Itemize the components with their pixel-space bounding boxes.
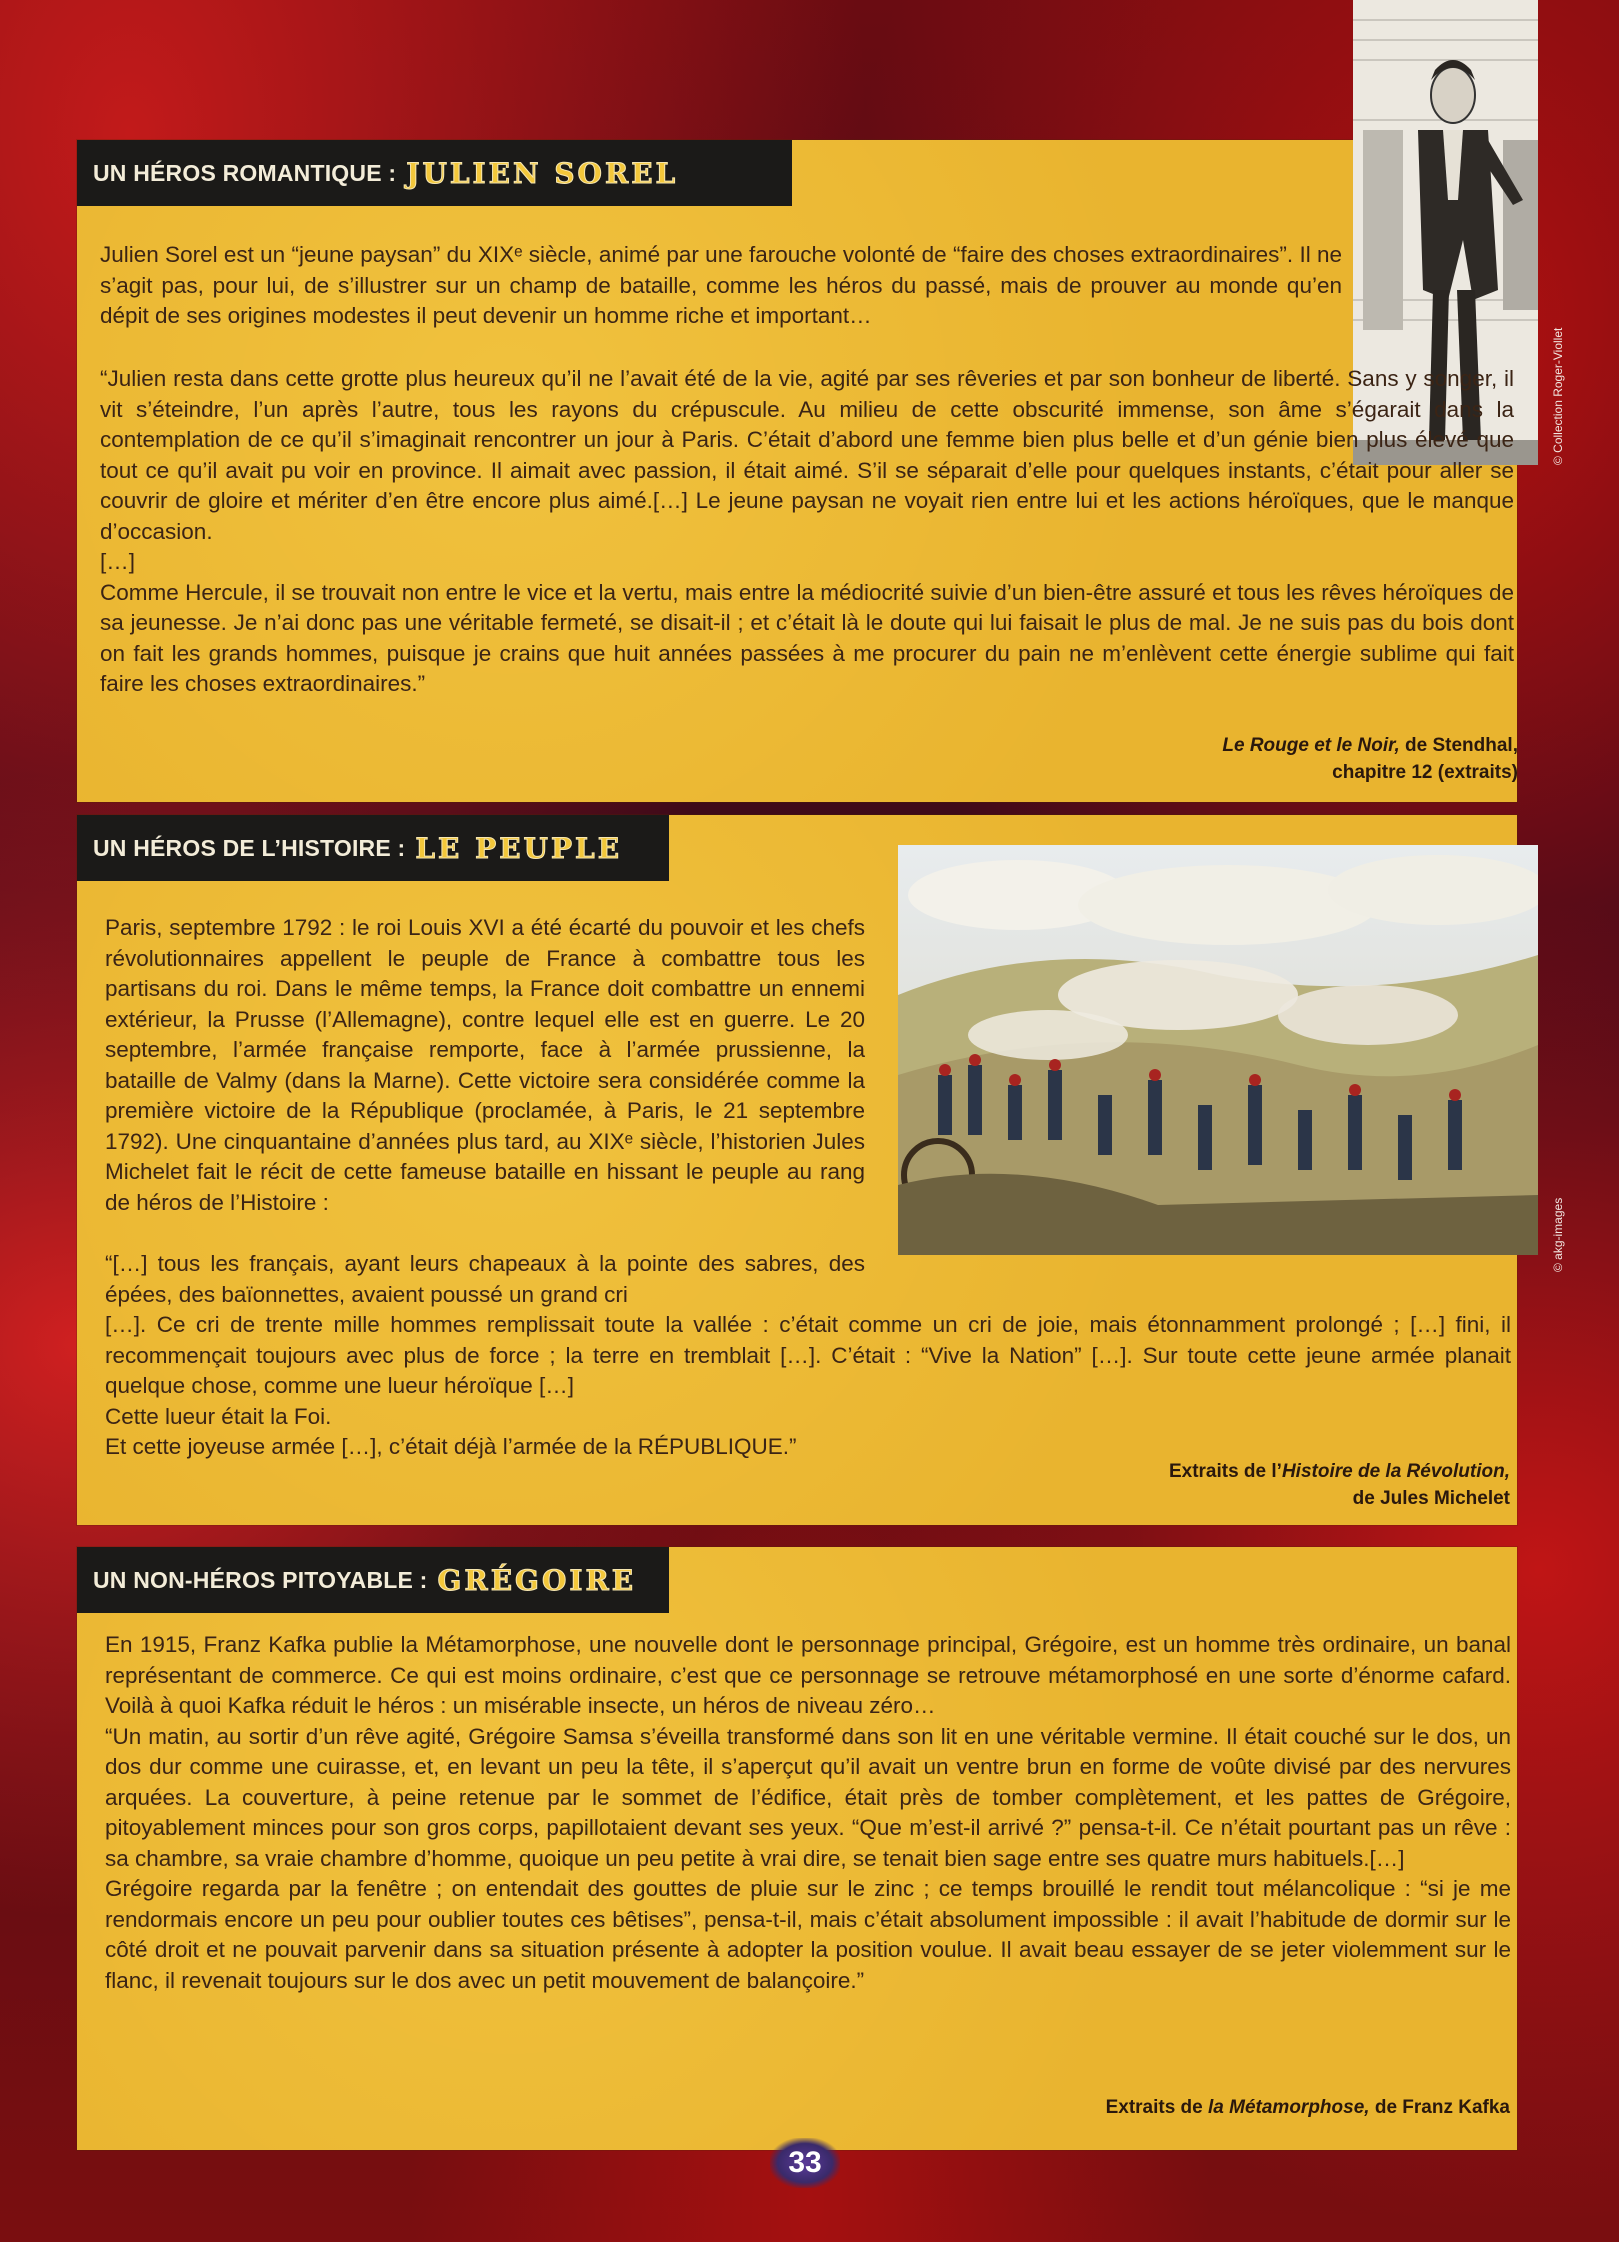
section-le-peuple-heading <box>77 815 669 881</box>
valmy-intro-text <box>105 913 865 1218</box>
section-gregoire-heading <box>77 1547 669 1613</box>
section-julien-sorel-heading <box>77 140 792 206</box>
citation-prefix: Extraits de l’ <box>1168 1461 1282 1482</box>
michelet-quote-start <box>105 1249 865 1310</box>
heading-label: UN NON-HÉROS PITOYABLE : <box>93 1566 428 1593</box>
battle-of-valmy-painting <box>898 845 1538 1255</box>
paragraph: Et cette joyeuse armée […], c’était déjà l’armée de la RÉPUBLIQUE.” <box>105 1434 797 1459</box>
michelet-quote <box>105 1310 1511 1463</box>
citation-line-2: de Jules Michelet <box>1352 1488 1510 1509</box>
paragraph: […]. Ce cri de trente mille hommes remplissait toute la vallée : c’était comme un cri de joie, mais étonnamment prolongé ; […] fini, il recommençait toujours avec plus de force ; la terre en tremblait […]. C’était : “Vive la Nation” […]. Sur toute cette jeune armée planait quelque chose, comme une lueur héroïque […] <box>105 1312 1511 1398</box>
heading-label: UN HÉROS ROMANTIQUE : <box>93 159 397 186</box>
battle-illustration <box>898 845 1538 1255</box>
book-title: la Métamorphose, <box>1208 2097 1370 2118</box>
photo-credit-roger-viollet: © Collection Roger-Viollet <box>1551 327 1565 465</box>
citation-stendhal <box>1222 732 1518 786</box>
book-title: Histoire de la Révolution, <box>1281 1461 1510 1482</box>
citation-line-1 <box>1169 1458 1510 1485</box>
citation-line-1 <box>1106 2094 1510 2121</box>
book-title: Le Rouge et le Noir, <box>1222 735 1400 756</box>
paragraph: “Un matin, au sortir d’un rêve agité, Grégoire Samsa s’éveilla transformé dans son lit en une véritable vermine. Il était couché sur le dos, un dos dur comme une cuirasse, et, en levant un peu la tête, il s’aperçut qu’il avait un ventre brun en forme de voûte divisé par des nervures arquées. La couverture, à peine retenue par le sommet de l’édifice, était près de tomber complètement, et les pattes de Grégoire, pitoyablement minces pour son gros corps, papillotaient devant ses yeux. “Que m’est-il arrivé ?” pensa-t-il. Ce n’était pourtant pas un rêve : sa chambre, sa vraie chambre d’homme, quoique un peu petite à vrai dire, se tenait bien sage entre ses quatre murs habituels.[…] <box>105 1723 1511 1871</box>
paragraph: […] <box>100 549 136 574</box>
paragraph: Grégoire regarda par la fenêtre ; on entendait des gouttes de pluie sur le zinc ; ce temps brouillé le rendit tout mélancolique : “si je me rendormais encore un peu pour oublier toutes ces bêtises”, pensa-t-il, mais c’était absolument impossible : il avait l’habitude de dormir sur le côté droit et ne pouvait parvenir dans sa situation présente à adopter la position voulue. Il avait beau essayer de se jeter violemment sur le flanc, il revenait toujours sur le dos avec un petit mouvement de balançoire.” <box>105 1876 1511 1993</box>
author: de Franz Kafka <box>1369 2097 1510 2118</box>
paragraph: Paris, septembre 1792 : le roi Louis XVI a été écarté du pouvoir et les chefs révolutionnaires appellent le peuple de France à combattre tous les partisans du roi. Dans le même temps, la France doit combattre un ennemi extérieur, la Prusse (l’Allemagne), contre lequel elle est en guerre. Le 20 septembre, l’armée française remporte, face à l’armée prussienne, la bataille de Valmy (dans la Marne). Cette victoire sera considérée comme la première victoire de la République (proclamée, à Paris, le 21 septembre 1792). Une cinquantaine d’années plus tard, au XIXᵉ siècle, l’historien Jules Michelet fait le récit de cette fameuse bataille en hissant le peuple au rang de héros de l’Histoire : <box>105 915 865 1215</box>
kafka-intro-text <box>105 1630 1511 1996</box>
paragraph: Comme Hercule, il se trouvait non entre le vice et la vertu, mais entre la médiocrité suivie d’un bien-être assuré et tous les rêves héroïques de sa jeunesse. Je n’ai donc pas une véritable fermeté, se disait-il ; et c’était là le doute qui lui faisait le plus de mal. Je ne suis pas du bois dont on fait les grands hommes, puisque je crains que huit années passées à me procurer du pain ne m’enlèvent cette énergie sublime qui fait faire les choses extraordinaires.” <box>100 579 1514 696</box>
citation-michelet <box>1169 1458 1510 1512</box>
citation-line-2: chapitre 12 (extraits) <box>1332 762 1518 783</box>
paragraph: Julien Sorel est un “jeune paysan” du XIXᵉ siècle, animé par une farouche volonté de “faire des choses extraordinaires”. Il ne s’agit pas, pour lui, de s’illustrer sur un champ de bataille, comme les héros du passé, mais de prouver au monde qu’en dépit de ses origines modestes il peut devenir un homme riche et important… <box>100 242 1342 328</box>
paragraph: En 1915, Franz Kafka publie la Métamorphose, une nouvelle dont le personnage principal, Grégoire, est un homme très ordinaire, un banal représentant de commerce. Ce qui est moins ordinaire, c’est que ce personnage se retrouve métamorphosé en une sorte d’énorme cafard. Voilà à quoi Kafka réduit le héros : un misérable insecte, un héros de niveau zéro… <box>105 1632 1511 1718</box>
julien-sorel-quote <box>100 364 1514 700</box>
paragraph: Cette lueur était la Foi. <box>105 1403 332 1429</box>
heading-decorative-title: GRÉGOIRE <box>437 1563 637 1597</box>
citation-line-1 <box>1222 732 1518 759</box>
heading-decorative-title: JULIEN SOREL <box>406 156 679 190</box>
paragraph: “Julien resta dans cette grotte plus heureux qu’il ne l’avait été de la vie, agité par ses rêveries et par son bonheur de liberté. Sans y songer, il vit s’éteindre, l’un après l’autre, tous les rayons du crépuscule. Au milieu de cette obscurité immense, son âme s’égarait dans la contemplation de ce qu’il s’imaginait rencontrer un jour à Paris. C’était d’abord une femme bien plus belle et d’un génie bien plus élevé que tout ce qu’il avait pu voir en province. Il aimait avec passion, il était aimé. S’il se séparait d’elle pour quelques instants, c’était pour aller se couvrir de gloire et mériter d’en être encore plus aimé.[…] Le jeune paysan ne voyait rien entre lui et les actions héroïques, que le manque d’occasion. <box>100 366 1514 544</box>
page-number: 33 <box>770 2138 840 2188</box>
heading-decorative-title: LE PEUPLE <box>415 831 623 865</box>
author: de Stendhal, <box>1399 735 1518 756</box>
citation-prefix: Extraits de <box>1105 2097 1209 2118</box>
photo-credit-akg-images: © akg-images <box>1551 1197 1565 1272</box>
citation-kafka <box>1106 2094 1510 2121</box>
julien-sorel-text <box>100 240 1342 332</box>
paragraph: “[…] tous les français, ayant leurs chapeaux à la pointe des sabres, des épées, des baïonnettes, avaient poussé un grand cri <box>105 1251 865 1307</box>
heading-label: UN HÉROS DE L’HISTOIRE : <box>93 834 406 861</box>
